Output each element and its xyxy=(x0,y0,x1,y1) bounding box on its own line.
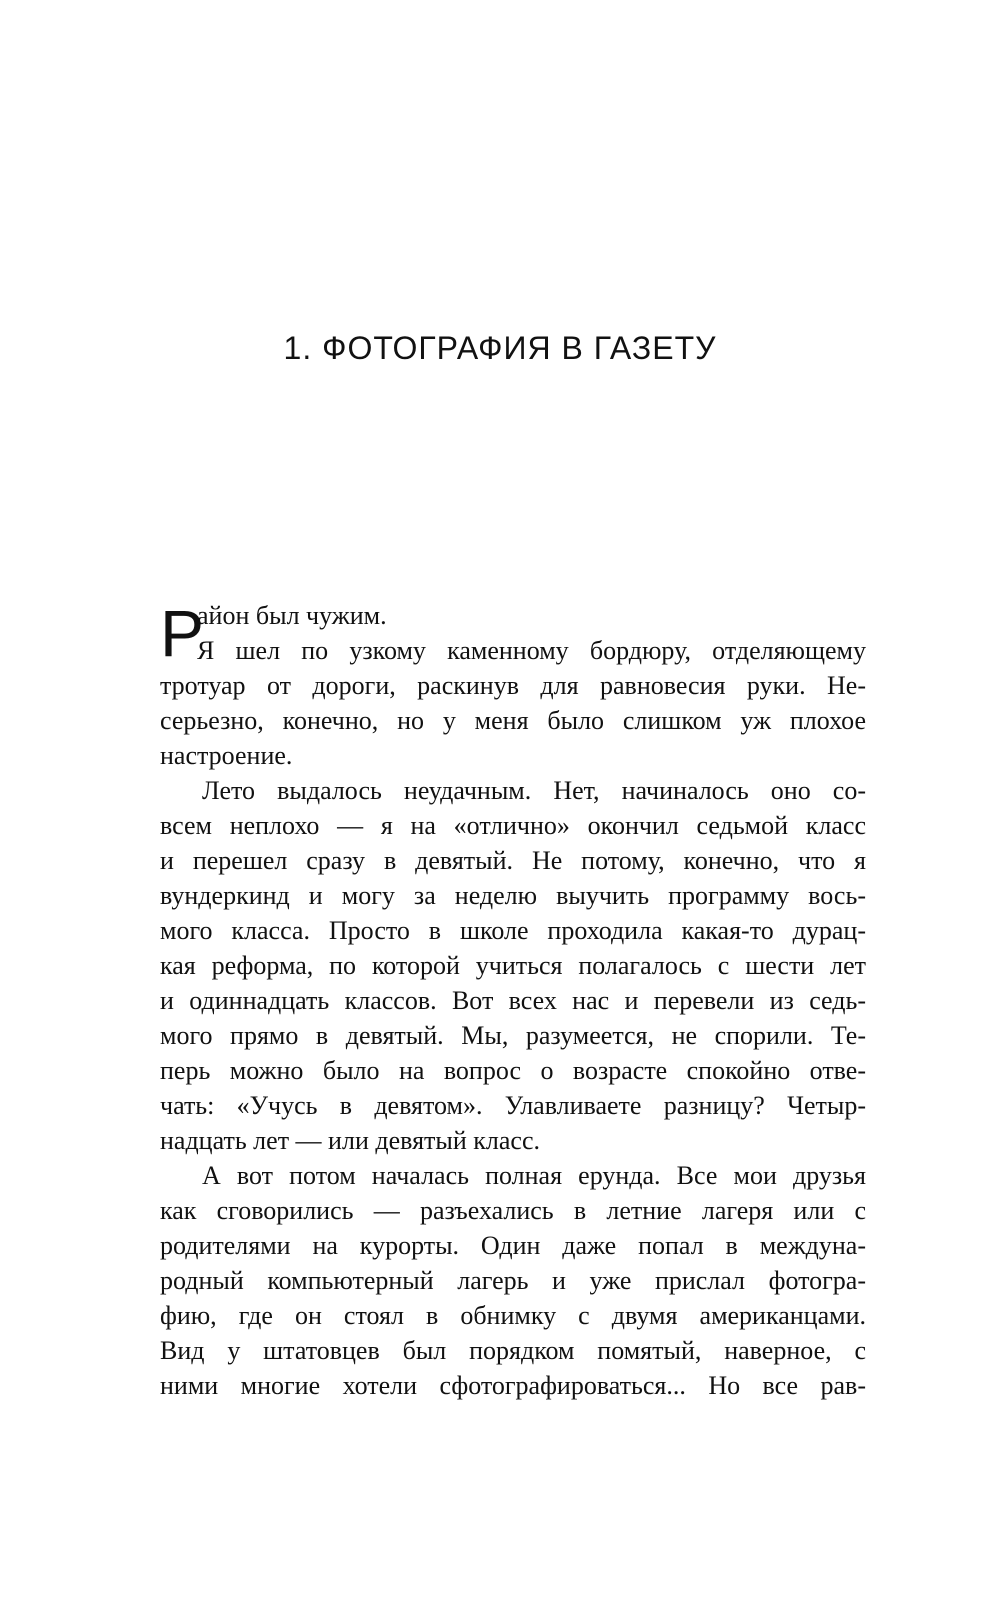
text-line: и перешел сразу в девятый. Не потому, конечно, что я xyxy=(160,846,866,875)
drop-cap: Р xyxy=(160,596,205,670)
text-line: мого прямо в девятый. Мы, разумеется, не спорили. Те- xyxy=(160,1021,866,1050)
text-line: и одиннадцать классов. Вот всех нас и перевели из седь- xyxy=(160,986,866,1015)
text-line: фию, где он стоял в обнимку с двумя американцами. xyxy=(160,1301,866,1330)
text-line: А вот потом началась полная ерунда. Все мои друзья xyxy=(202,1161,866,1190)
text-line: айон был чужим. xyxy=(197,601,387,630)
chapter-body xyxy=(160,598,866,1403)
text-line: вундеркинд и могу за неделю выучить программу вось- xyxy=(160,881,866,910)
text-line: чать: «Учусь в девятом». Улавливаете разницу? Четыр- xyxy=(160,1091,866,1120)
text-line: перь можно было на вопрос о возрасте спокойно отве- xyxy=(160,1056,866,1085)
text-line: кая реформа, по которой учиться полагалось с шести лет xyxy=(160,951,866,980)
text-line: надцать лет — или девятый класс. xyxy=(160,1126,540,1155)
text-line: Я шел по узкому каменному бордюру, отделяющему xyxy=(197,636,866,665)
text-line: серьезно, конечно, но у меня было слишком уж плохое xyxy=(160,706,866,735)
text-line: мого класса. Просто в школе проходила какая-то дурац- xyxy=(160,916,866,945)
chapter-title: 1. ФОТОГРАФИЯ В ГАЗЕТУ xyxy=(283,330,717,366)
text-line: Лето выдалось неудачным. Нет, начиналось оно со- xyxy=(202,776,866,805)
text-line: настроение. xyxy=(160,741,293,770)
text-line: как сговорились — разъехались в летние лагеря или с xyxy=(160,1196,866,1225)
drop-cap-block xyxy=(160,598,866,668)
text-line: родителями на курорты. Один даже попал в междуна- xyxy=(160,1231,866,1260)
text-line: тротуар от дороги, раскинув для равновесия руки. Не- xyxy=(160,671,866,700)
text-line: всем неплохо — я на «отлично» окончил седьмой класс xyxy=(160,811,866,840)
text-line: Вид у штатовцев был порядком помятый, наверное, с xyxy=(160,1336,866,1365)
text-line: ними многие хотели сфотографироваться... Но все рав- xyxy=(160,1371,866,1400)
text-line: родный компьютерный лагерь и уже прислал фотогра- xyxy=(160,1266,866,1295)
